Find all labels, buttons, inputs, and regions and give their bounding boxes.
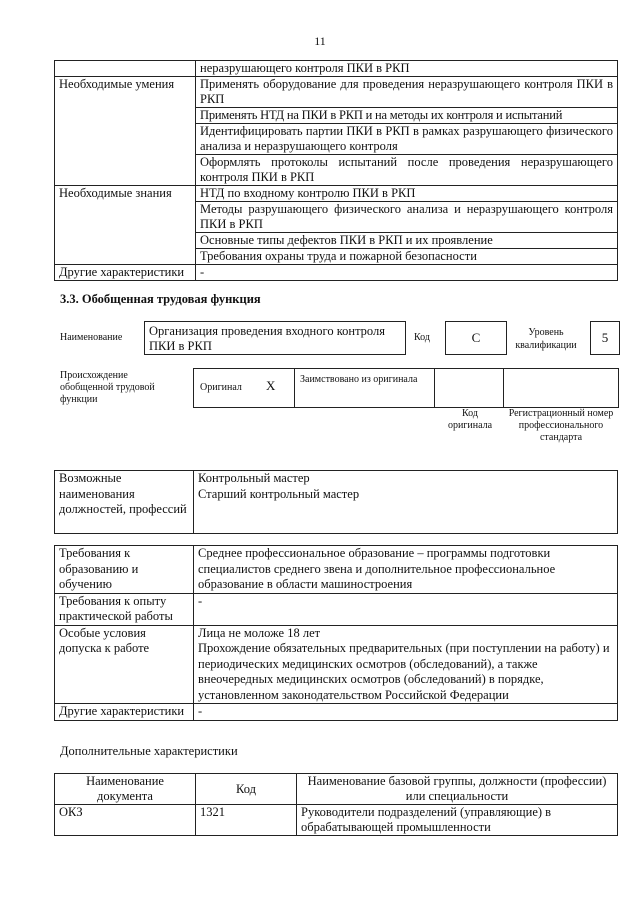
- additional-title: Дополнительные характеристики: [60, 744, 238, 758]
- table-cell: -: [194, 704, 618, 721]
- level-label: Уровень квалификации: [515, 327, 577, 351]
- position-name: Контрольный мастер: [198, 471, 310, 485]
- position-name: Старший контрольный мастер: [198, 486, 360, 501]
- table-row: [55, 593, 618, 625]
- column-header: Наименование базовой группы, должности (профессии) или специальности: [297, 774, 618, 805]
- table-cell: Идентифицировать партии ПКИ в РКП в рамках разрушающего физического анализа и неразрушающего контроля: [196, 124, 618, 155]
- table-cell: ОКЗ: [55, 805, 196, 836]
- table-row: [55, 77, 618, 108]
- row-label: Особые условия допуска к работе: [55, 625, 194, 704]
- table-cell: -: [196, 265, 618, 281]
- origin-label: Происхождение обобщенной трудовой функции: [60, 370, 155, 405]
- name-value: Организация проведения входного контроля ПКИ в РКП: [149, 324, 386, 353]
- table-cell: [194, 625, 618, 704]
- row-label: Необходимые знания: [55, 186, 196, 265]
- divider: [503, 369, 504, 407]
- table-row: [55, 265, 618, 281]
- divider: [434, 369, 435, 407]
- level-value-box: [590, 321, 620, 355]
- table-row: [55, 805, 618, 836]
- requirement-line: Лица не моложе 18 лет: [198, 625, 321, 640]
- table-row: [55, 704, 618, 721]
- divider: [294, 369, 295, 407]
- table-row: [55, 625, 618, 704]
- table-row: [55, 61, 618, 77]
- table-cell: Применять НТД на ПКИ в РКП и на методы их контроля и испытаний: [196, 108, 618, 124]
- additional-table: [54, 773, 618, 836]
- table-cell: Требования охраны труда и пожарной безопасности: [196, 249, 618, 265]
- origin-grid: [193, 368, 619, 408]
- table-cell: 1321: [196, 805, 297, 836]
- table-cell: Методы разрушающего физического анализа и неразрушающего контроля ПКИ в РКП: [196, 202, 618, 233]
- row-label: [55, 61, 196, 77]
- code-value-box: [445, 321, 507, 355]
- positions-table: [54, 470, 618, 534]
- requirements-table: [54, 545, 618, 721]
- row-label: Возможные наименования должностей, профессий: [55, 471, 194, 534]
- name-value-box: [144, 321, 406, 355]
- table-header-row: [55, 774, 618, 805]
- requirement-line: Прохождение обязательных предварительных (при поступлении на работу) и периодических медицинских осмотров (обследований), а также внеочередных медицинских осмотров (обследований) в порядке, установленном законодательством Российской Федерации: [198, 641, 610, 702]
- column-header: Код: [196, 774, 297, 805]
- table-row: [55, 546, 618, 594]
- table-row: [55, 186, 618, 202]
- table-cell: Оформлять протоколы испытаний после проведения неразрушающего контроля ПКИ в РКП: [196, 155, 618, 186]
- row-label: Другие характеристики: [55, 704, 194, 721]
- original-mark: X: [266, 378, 276, 393]
- table-cell: НТД по входному контролю ПКИ в РКП: [196, 186, 618, 202]
- section-heading: 3.3. Обобщенная трудовая функция: [60, 292, 261, 306]
- skills-knowledge-table: [54, 60, 618, 281]
- row-label: Другие характеристики: [55, 265, 196, 281]
- table-cell: неразрушающего контроля ПКИ в РКП: [196, 61, 618, 77]
- table-cell: Применять оборудование для проведения неразрушающего контроля ПКИ в РКП: [196, 77, 618, 108]
- code-value: С: [471, 330, 481, 345]
- table-cell: [194, 471, 618, 534]
- level-value: 5: [601, 330, 609, 345]
- column-header: Наименование документа: [55, 774, 196, 805]
- code-label: Код: [414, 332, 430, 343]
- reg-number-caption: Регистрационный номер профессионального стандарта: [508, 408, 614, 443]
- page-number: 11: [314, 34, 326, 48]
- original-label: Оригинал: [200, 382, 242, 393]
- row-label: Требования к опыту практической работы: [55, 593, 194, 625]
- name-label: Наименование: [60, 332, 123, 343]
- table-cell: Среднее профессиональное образование – программы подготовки специалистов среднего звена и дополнительное профессиональное образование в области машиностроения: [194, 546, 618, 594]
- table-cell: Руководители подразделений (управляющие) в обрабатывающей промышленности: [297, 805, 618, 836]
- code-original-caption: Код оригинала: [447, 408, 493, 431]
- row-label: Требования к образованию и обучению: [55, 546, 194, 594]
- table-cell: -: [194, 593, 618, 625]
- table-row: [55, 471, 618, 534]
- table-cell: Основные типы дефектов ПКИ в РКП и их проявление: [196, 233, 618, 249]
- borrowed-label: Заимствовано из оригинала: [300, 374, 418, 385]
- row-label: Необходимые умения: [55, 77, 196, 186]
